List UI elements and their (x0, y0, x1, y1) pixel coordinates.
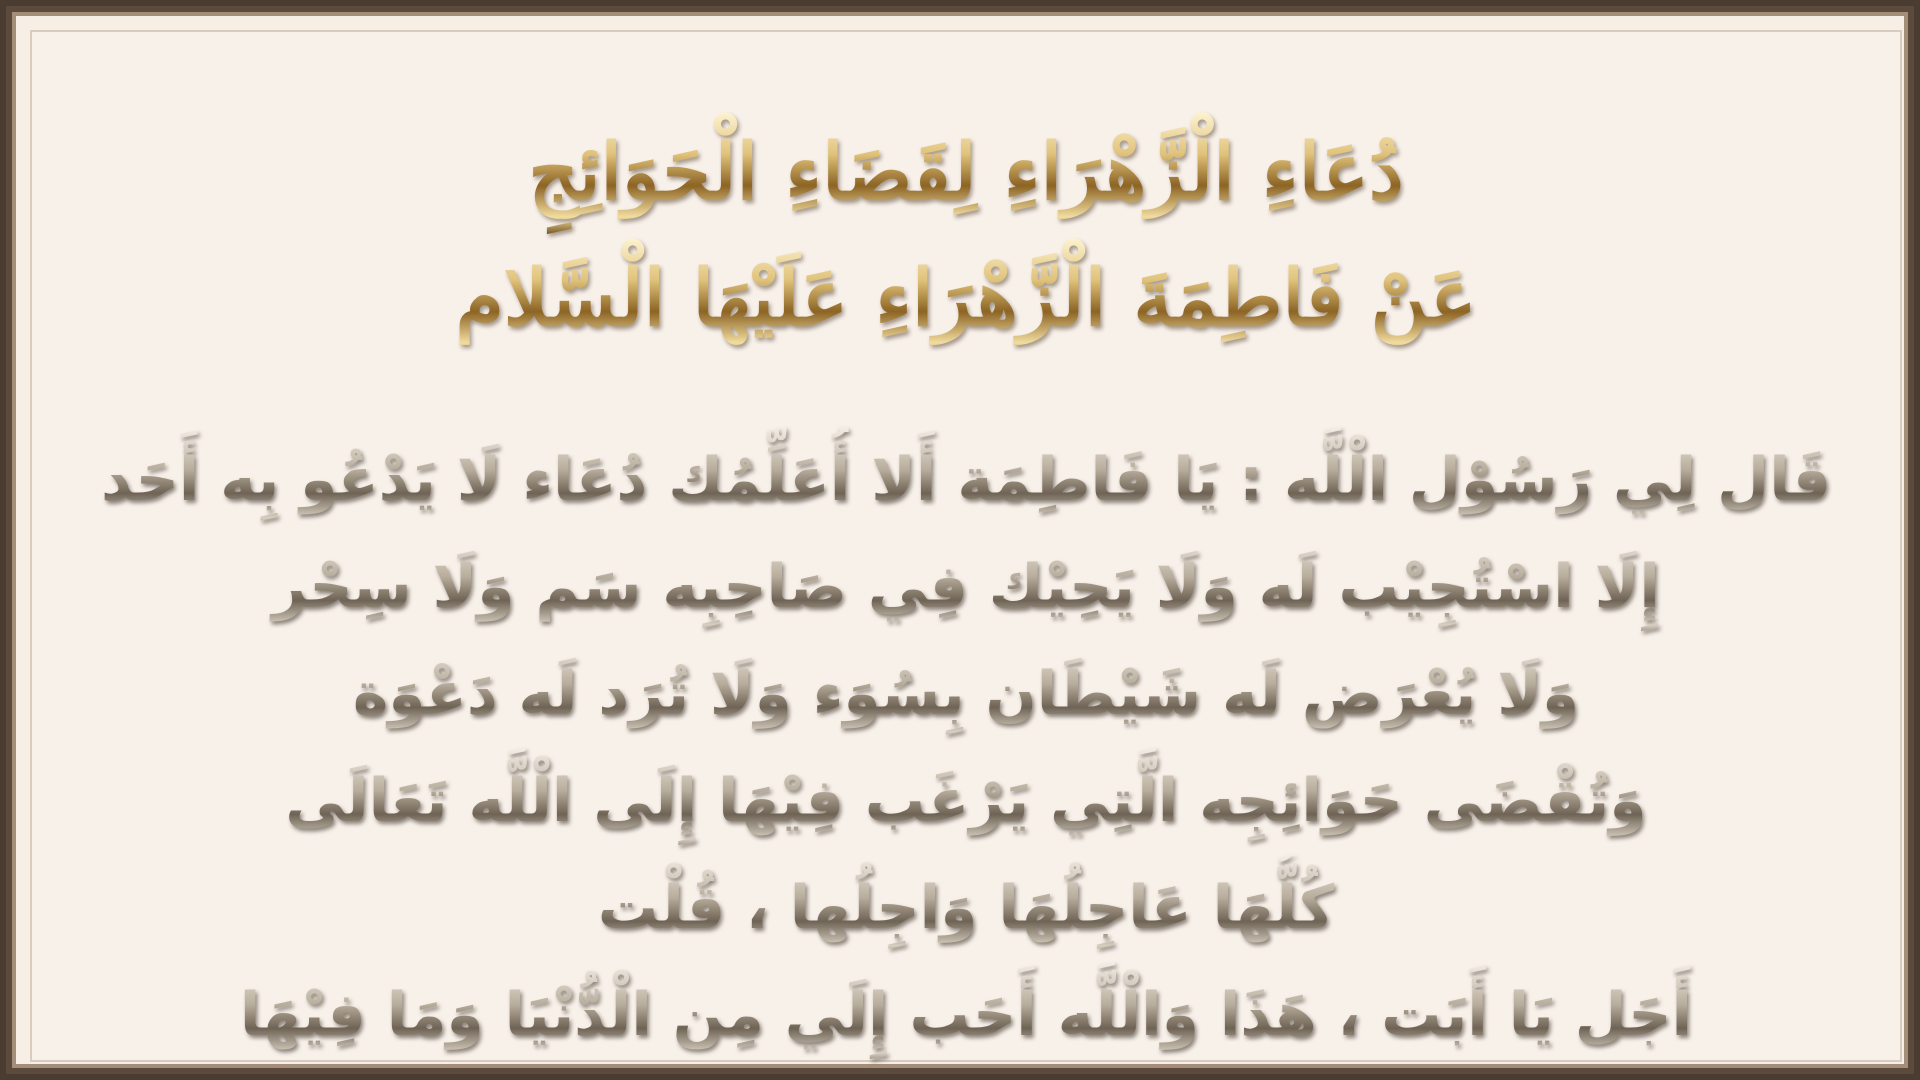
title-line-2: عَنْ فَاطِمَةَ الْزَّهْرَاءِ عَلَيْهَا الْسَّلام (32, 236, 1900, 362)
inner-frame (12, 12, 1908, 1068)
body-line-2: إِلَا اسْتُجِيْب لَه وَلَا يَحِيْك فِي صَاحِبِه سَم وَلَا سِحْر (32, 534, 1900, 641)
body-line-6: أَجَل يَا أَبَت ، هَذَا وَالْلَّه أَحَب إِلَي مِن الْدُّنْيَا وَمَا فِيْهَا (32, 962, 1900, 1069)
body-line-3: وَلَا يُعْرَض لَه شَيْطَان بِسُوَء وَلَا تُرَد لَه دَعْوَة (32, 641, 1900, 748)
body-line-1: قَال لِي رَسُوْل الْلَّه : يَا فَاطِمَة أَلا أُعَلِّمُك دُعَاء لَا يَدْعُو بِه أَحَد (32, 427, 1900, 534)
body-text-block (32, 427, 1900, 1069)
body-line-5: كُلُّهَا عَاجِلُهَا وَاجِلُها ، قُلْت (32, 855, 1900, 962)
title-block (32, 110, 1900, 362)
body-line-4: وَتُقْضَى حَوَائِجِه الَّتِي يَرْغَب فِيْهَا إِلَى الْلَّه تَعَالَى (32, 748, 1900, 855)
title-line-1: دُعَاءِ الْزَّهْرَاءِ لِقَضَاءِ الْحَوَائِجِ (32, 110, 1900, 236)
content-panel (30, 30, 1902, 1062)
